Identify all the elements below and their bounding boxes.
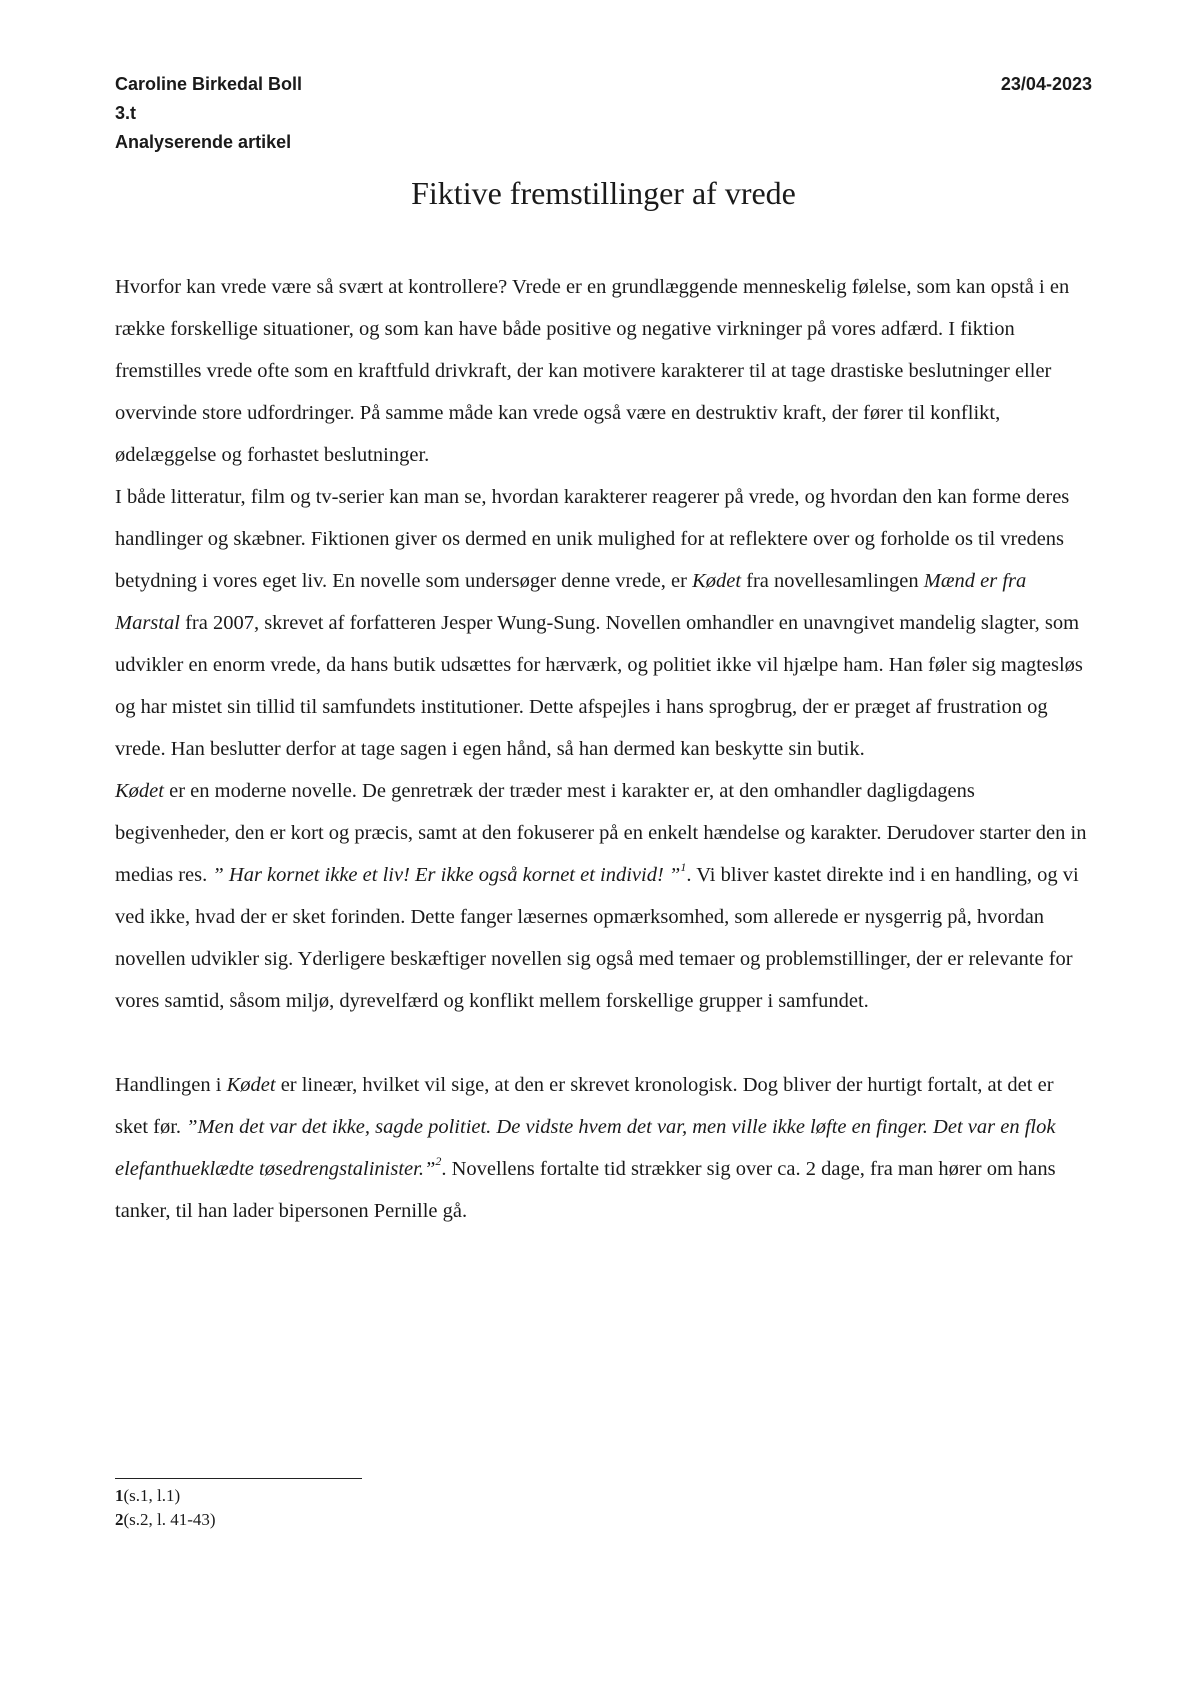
footnote-separator	[115, 1478, 362, 1479]
paragraph-4: Handlingen i Kødet er lineær, hvilket vil sige, at den er skrevet kronologisk. Dog bliver der hurtigt fortalt, at det er sket før. ”Men det var det ikke, sagde politiet. De vidste hvem det var, men ville ikke løfte en finger. Det var en flok elefanthueklædte tøsedrengstalinister.”$^2$. Novellens fortalte tid strækker sig over ca. 2 dage, fra man hører om hans tanker, til han lader bipersonen Pernille gå.	[115, 1074, 1056, 1222]
document-date: 23/04-2023	[1000, 74, 1092, 94]
footnotes	[115, 1484, 216, 1532]
footnote-ref-2[interactable]: 2	[435, 1154, 442, 1169]
collection-title: Mænd er fra Marstal	[115, 570, 1027, 634]
work-title: Kødet	[115, 780, 164, 802]
paragraph-3: Kødet er en moderne novelle. De genretræk der træder mest i karakter er, at den omhandler dagligdagens begivenheder, den er kort og præcis, samt at den fokuserer på en enkelt hændelse og karakter. Derudover starter den in medias res. ” Har kornet ikke et liv! Er ikke også kornet et individ! ”$^1$. Vi bliver kastet direkte ind i en handling, og vi ved ikke, hvad der er sket forinden. Dette fanger læsernes opmærksomhed, som allerede er nysgerrig på, hvordan novellen udvikler sig. Yderligere beskæftiger novellen sig også med temaer og problemstillinger, der er relevante for vores samtid, såsom miljø, dyrevelfærd og konflikt mellem forskellige grupper i samfundet.	[115, 780, 1087, 1012]
article-body	[115, 266, 1090, 1232]
paragraph-2: I både litteratur, film og tv-serier kan man se, hvordan karakterer reagerer på vrede, og hvordan den kan forme deres handlinger og skæbner. Fiktionen giver os dermed en unik mulighed for at reflektere over og forholde os til vredens betydning i vores eget liv. En novelle som undersøger denne vrede, er Kødet fra novellesamlingen Mænd er fra Marstal fra 2007, skrevet af forfatteren Jesper Wung-Sung. Novellen omhandler en unavngivet mandelig slagter, som udvikler en enorm vrede, da hans butik udsættes for hærværk, og politiet ikke vil hjælpe ham. Han føler sig magtesløs og har mistet sin tillid til samfundets institutioner. Dette afspejles i hans sprogbrug, der er præget af frustration og vrede. Han beslutter derfor at tage sagen i egen hånd, så han dermed kan beskytte sin butik.	[115, 486, 1083, 760]
paragraph-1: Hvorfor kan vrede være så svært at kontrollere? Vrede er en grundlæggende menneskelig følelse, som kan opstå i en række forskellige situationer, og som kan have både positive og negative virkninger på vores adfærd. I fiktion fremstilles vrede ofte som en kraftfuld drivkraft, der kan motivere karakterer til at tage drastiske beslutninger eller overvinde store udfordringer. På samme måde kan vrede også være en destruktiv kraft, der fører til konflikt, ødelæggelse og forhastet beslutninger.	[115, 276, 1070, 466]
page-title: Fiktive fremstillinger af vrede	[411, 175, 796, 211]
footnote-1: 1(s.1, l.1)	[115, 1486, 181, 1505]
footnote-2: 2(s.2, l. 41-43)	[115, 1510, 216, 1529]
work-title: Kødet	[226, 1074, 276, 1096]
document-header	[115, 70, 1092, 157]
work-title: Kødet	[692, 570, 742, 592]
class-label: 3.t	[115, 103, 137, 123]
quote: ” Har kornet ikke et liv! Er ikke også kornet et individ! ”	[212, 864, 681, 886]
footnote-ref-1[interactable]: 1	[680, 860, 687, 875]
quote: ”Men det var det ikke, sagde politiet. De vidste hvem det var, men ville ikke løfte en finger. Det var en flok elefanthueklædte tøsedrengstalinister.”	[115, 1116, 1056, 1180]
genre-label: Analyserende artikel	[115, 132, 292, 152]
author-name: Caroline Birkedal Boll	[115, 74, 303, 94]
